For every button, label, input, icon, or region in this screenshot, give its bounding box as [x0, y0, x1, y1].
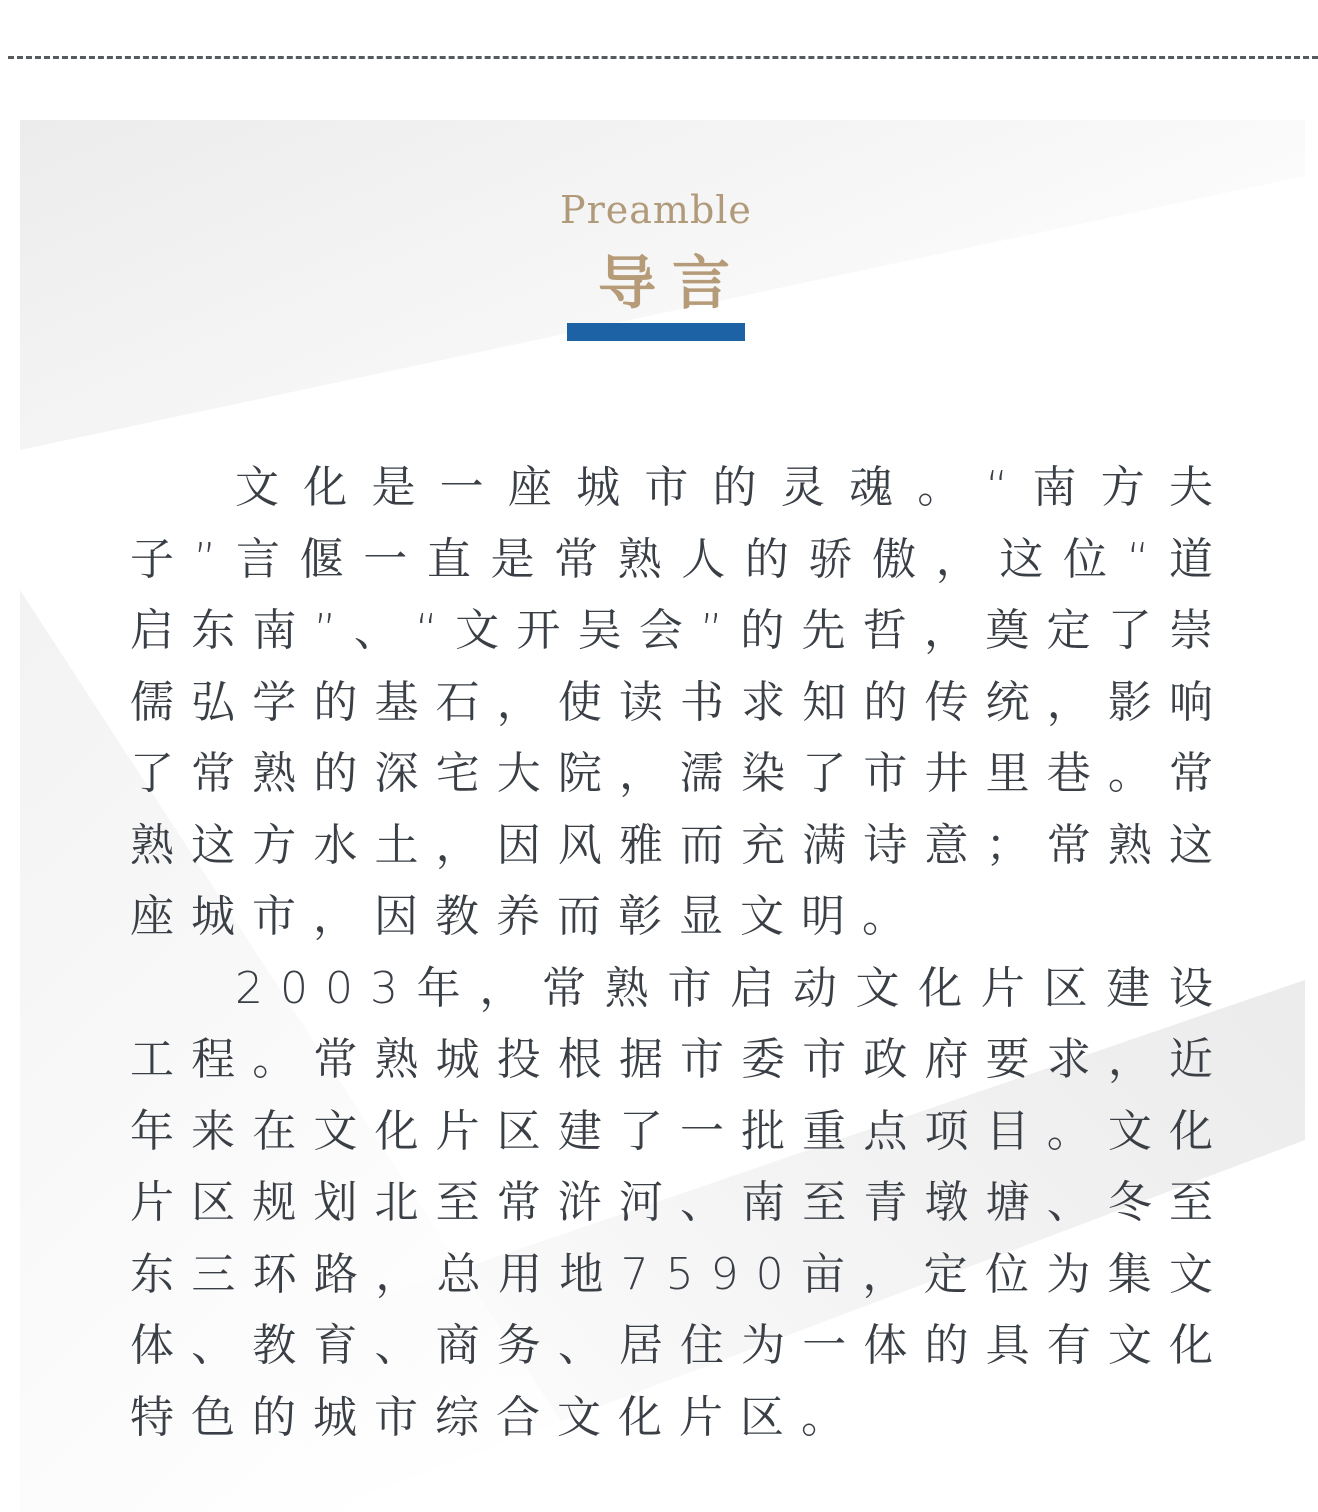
content-panel [20, 120, 1305, 1512]
english-title: Preamble [560, 188, 752, 232]
article-body [130, 452, 1230, 1453]
paragraph: 文化是一座城市的灵魂。“南方夫子”言偃一直是常熟人的骄傲，这位“道启东南”、“文开吴会”的先哲，奠定了崇儒弘学的基石，使读书求知的传统，影响了常熟的深宅大院，濡染了市井里巷。常熟这方水土，因风雅而充满诗意；常熟这座城市，因教养而彰显文明。 [130, 462, 1230, 942]
chinese-title: 导言 [597, 249, 746, 317]
title-underline-bar [567, 323, 745, 341]
paragraph: 2003年，常熟市启动文化片区建设工程。常熟城投根据市委市政府要求，近年来在文化片区建了一批重点项目。文化片区规划北至常浒河、南至青墩塘、冬至东三环路，总用地7590亩，定位为集文体、教育、商务、居住为一体的具有文化特色的城市综合文化片区。 [130, 962, 1230, 1443]
dashed-divider [8, 56, 1318, 59]
